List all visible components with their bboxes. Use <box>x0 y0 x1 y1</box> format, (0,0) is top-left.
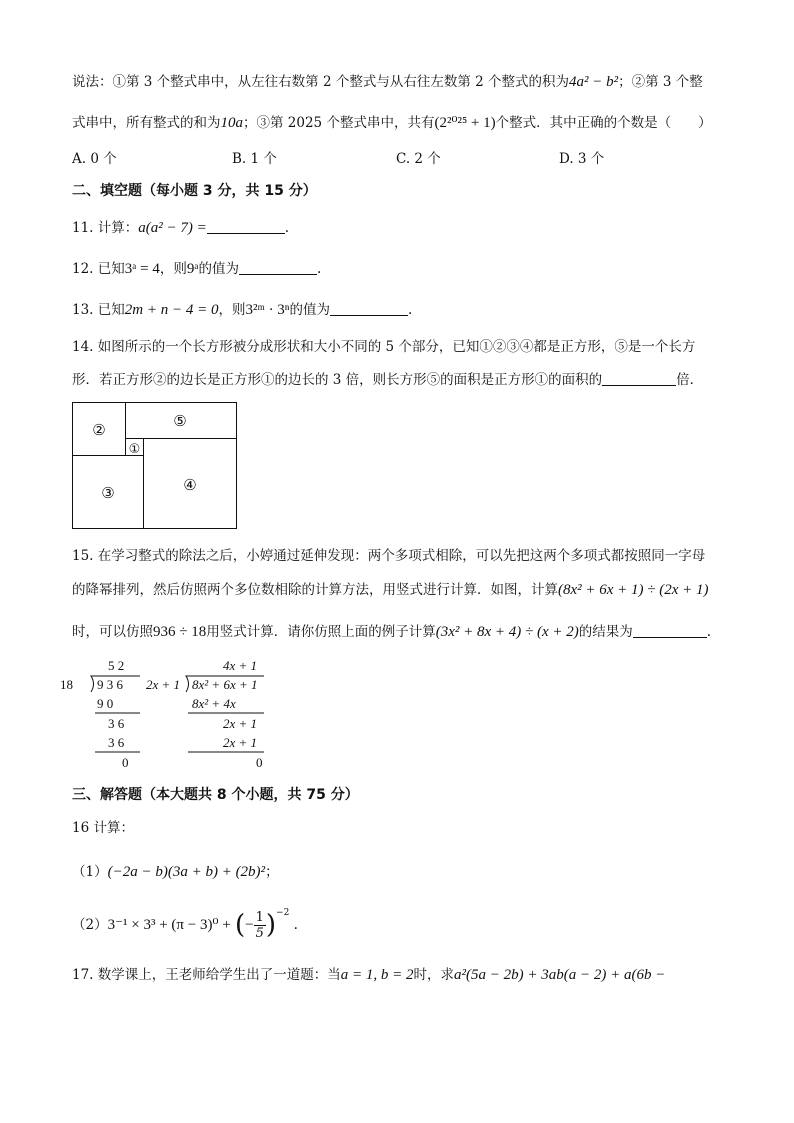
q14-line1: 14. 如图所示的一个长方形被分成形状和大小不同的 5 个部分，已知①②③④都是正方形，⑤是一个长方 <box>72 339 696 355</box>
q14-figure <box>72 402 238 530</box>
poly-quotient: 4x + 1 <box>223 658 258 673</box>
q17-cond: a = 1, b = 2 <box>340 967 414 983</box>
q17-expr: a²(5a − 2b) + 3ab(a − 2) + a(6b − <box>454 967 666 983</box>
q16-p2-fraction <box>254 910 266 941</box>
q15-line3-num: 936 ÷ 18 <box>153 624 207 640</box>
q16-p2-minus: − <box>245 917 254 933</box>
q16-p2-frac-num: 1 <box>255 910 264 925</box>
q12-mid: ，则 <box>159 261 187 277</box>
q14-line2-text: 形．若正方形②的边长是正方形①的边长的 3 倍，则长方形⑤的面积是正方形①的面积的 <box>72 372 603 388</box>
q15-line3 <box>72 622 711 642</box>
q15-line2-expr: (8x² + 6x + 1) ÷ (2x + 1) <box>558 582 709 598</box>
q15-line3c: 的结果为 <box>578 624 633 640</box>
q12-end: . <box>316 261 322 277</box>
num-quotient: 5 2 <box>108 658 125 673</box>
q14-answer-blank[interactable] <box>602 371 676 386</box>
q10-line1-text: 说法：①第 3 个整式串中，从左往右数第 2 个整式与从右往左数第 2 个整式的积为 <box>72 74 570 90</box>
label-5: ⑤ <box>173 412 187 430</box>
q12-post: 的值为 <box>198 261 239 277</box>
q10-line2-mid: ；③第 2025 个整式串中，共有 <box>243 115 435 131</box>
poly-rem1: 2x + 1 <box>223 716 258 731</box>
q16-p1-expr: (−2a − b)(3a + b) + (2b)² <box>107 864 266 880</box>
q12 <box>72 259 321 279</box>
q13-mid: ，则 <box>218 302 246 318</box>
q15-line3a: 时，可以仿照 <box>72 624 153 640</box>
q11 <box>72 218 289 238</box>
q15-line3-expr: (3x² + 8x + 4) ÷ (x + 2) <box>435 624 579 640</box>
q10-line2-math2: (2²⁰²⁵ + 1) <box>434 115 496 131</box>
option-b: B. 1 个 <box>232 151 277 167</box>
q13-pre: 已知 <box>97 302 125 318</box>
q11-answer-blank[interactable] <box>207 219 285 234</box>
q15-line2-text: 的降幂排列，然后仿照两个多位数相除的计算方法，用竖式进行计算．如图，计算 <box>72 582 558 598</box>
q13-post: 的值为 <box>289 302 331 318</box>
q17-mid: 时，求 <box>413 967 455 983</box>
q10-line2 <box>72 113 712 133</box>
q16-p2-label: （2） <box>72 917 108 933</box>
long-division-figure <box>60 656 270 774</box>
num-rem2: 0 <box>122 755 129 770</box>
q15-line2 <box>72 580 709 600</box>
q13-expr: 2m + n − 4 = 0 <box>124 302 219 318</box>
q16-text: 计算： <box>93 820 134 836</box>
poly-sub2: 2x + 1 <box>223 735 258 750</box>
q16-p2-frac-den: 5 <box>255 926 264 941</box>
q16 <box>72 818 134 838</box>
q15-line3-end: . <box>706 624 712 640</box>
q11-text: 计算： <box>97 220 139 236</box>
q16-p2-exp: −2 <box>276 908 290 918</box>
q16-p2-open-paren: ( <box>234 910 246 940</box>
num-sub1: 9 0 <box>97 696 114 711</box>
q14-end: 倍． <box>676 372 704 388</box>
q11-num: 11. <box>72 220 94 236</box>
q11-expr: a(a² − 7) = <box>138 220 207 236</box>
num-divisor: 18 <box>60 677 73 692</box>
poly-sub1: 8x² + 4x <box>192 696 236 711</box>
q10-line2-math: 10a <box>220 115 243 131</box>
q13-end: . <box>408 302 413 318</box>
label-1: ① <box>128 442 141 457</box>
label-3: ③ <box>101 484 115 502</box>
q12-answer-blank[interactable] <box>239 260 317 275</box>
q10-line1 <box>72 72 703 92</box>
q16-num: 16 <box>72 820 90 836</box>
q10-line2-text: 式串中，所有整式的和为 <box>72 115 221 131</box>
q12-num: 12. <box>72 261 94 277</box>
q16-p2-close-paren: ) <box>265 910 277 940</box>
option-d: D. 3 个 <box>559 151 605 167</box>
q11-end: . <box>284 220 290 236</box>
q16-p2-expr: 3⁻¹ × 3³ + (π − 3)⁰ + <box>107 917 231 933</box>
q12-expr: 3ᵃ = 4 <box>124 261 160 277</box>
num-rem1: 3 6 <box>108 716 125 731</box>
label-4: ④ <box>183 476 197 494</box>
q13-expr2: 3²ᵐ · 3ⁿ <box>245 302 290 318</box>
num-dividend: 9 3 6 <box>97 677 123 692</box>
poly-rem2: 0 <box>256 755 263 770</box>
q10-options <box>72 149 722 169</box>
q13 <box>72 300 412 320</box>
q13-num: 13. <box>72 302 94 318</box>
q15-line3b: 用竖式计算．请你仿照上面的例子计算 <box>206 624 436 640</box>
section2-title: 二、填空题（每小题 3 分，共 15 分） <box>72 183 317 199</box>
q15-line1: 15. 在学习整式的除法之后，小婷通过延伸发现：两个多项式相除，可以先把这两个多项式都按照同一字母 <box>72 548 706 564</box>
q13-answer-blank[interactable] <box>330 301 408 316</box>
q17-num: 17. <box>72 967 94 983</box>
q17 <box>72 965 665 985</box>
label-2: ② <box>92 421 106 439</box>
q16-part2 <box>72 905 298 945</box>
q10-line2-end: 个整式．其中正确的个数是（ ） <box>495 115 712 131</box>
q16-p1-label: （1） <box>72 864 108 880</box>
poly-divisor: 2x + 1 <box>146 677 181 692</box>
num-sub2: 3 6 <box>108 735 125 750</box>
poly-dividend: 8x² + 6x + 1 <box>192 677 258 692</box>
section3-title: 三、解答题（本大题共 8 个小题，共 75 分） <box>72 787 359 803</box>
q16-part1 <box>72 862 279 882</box>
q16-p2-end: . <box>293 917 298 933</box>
q14-line2 <box>72 370 703 390</box>
option-a: A. 0 个 <box>72 151 117 167</box>
q17-text: 数学课上，王老师给学生出了一道题：当 <box>97 967 341 983</box>
q12-expr2: 9ᵃ <box>186 261 199 277</box>
q10-line1-math: 4a² − b² <box>569 74 619 90</box>
q15-answer-blank[interactable] <box>633 623 707 638</box>
q16-p1-end: ； <box>265 864 279 880</box>
q10-line1-end: ；②第 3 个整 <box>618 74 703 90</box>
option-c: C. 2 个 <box>396 151 441 167</box>
q12-pre: 已知 <box>97 261 125 277</box>
